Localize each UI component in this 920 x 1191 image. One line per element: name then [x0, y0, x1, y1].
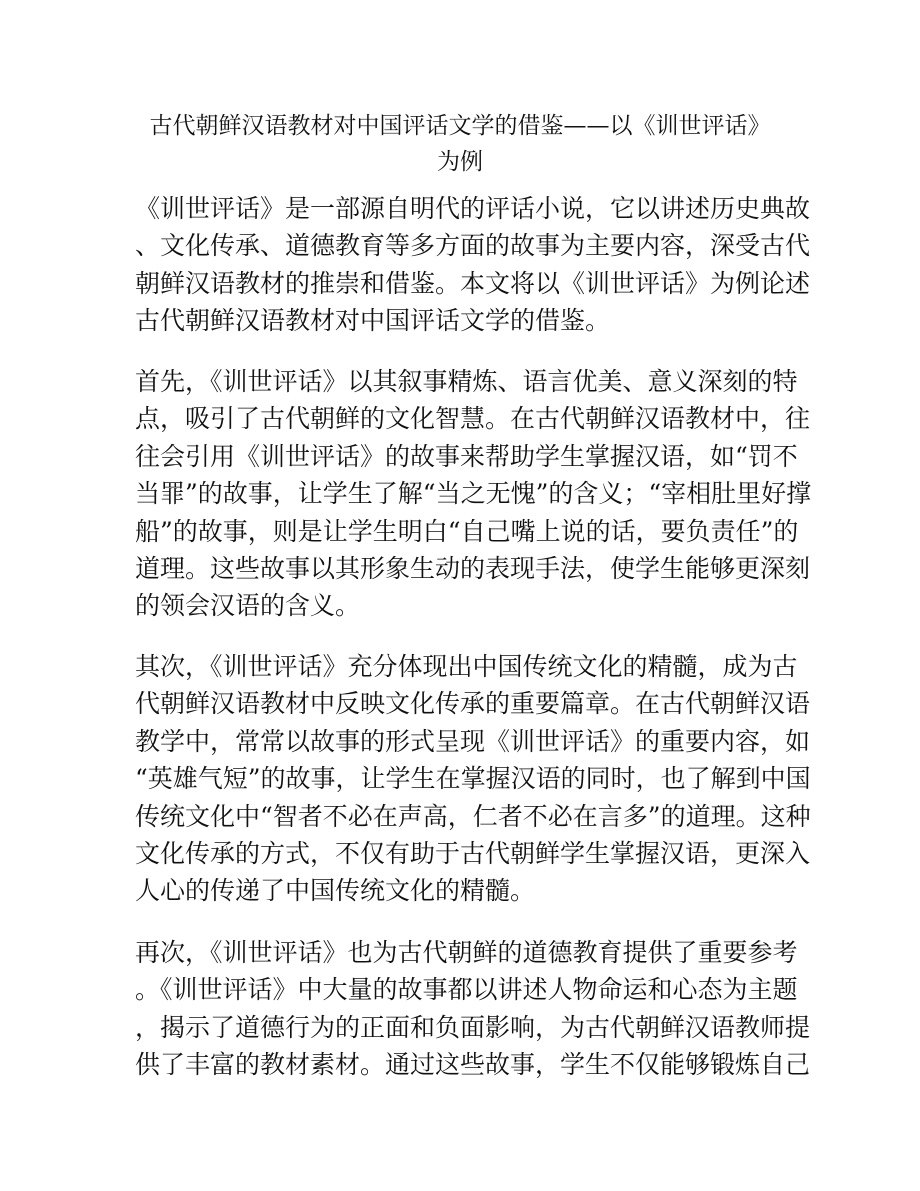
text-line: 朝鲜汉语教材的推崇和借鉴。本文将以《训世评话》为例论述	[135, 268, 811, 298]
text-line: 其次，《训世评话》充分体现出中国传统文化的精髓，成为古	[135, 652, 798, 681]
paragraph-third	[135, 934, 811, 1084]
text-line: 教学中，常常以故事的形式呈现《训世评话》的重要内容，如	[135, 726, 811, 756]
text-line: 再次，《训世评话》也为古代朝鲜的道德教育提供了重要参考	[135, 938, 798, 967]
text-line: 古代朝鲜汉语教材对中国评话文学的借鉴。	[135, 306, 611, 336]
text-line: 供了丰富的教材素材。通过这些故事，学生不仅能够锻炼自己	[135, 1050, 811, 1080]
text-line: 的领会汉语的含义。	[135, 591, 361, 621]
text-line: 传统文化中“智者不必在声高，仁者不必在言多”的道理。这种	[135, 801, 811, 831]
paragraph-second	[135, 648, 811, 910]
title-line: 古代朝鲜汉语教材对中国评话文学的借鉴——以《训世评话》	[149, 113, 771, 139]
title-line: 为例	[437, 149, 483, 175]
text-line: 代朝鲜汉语教材中反映文化传承的重要篇章。在古代朝鲜汉语	[135, 689, 811, 719]
text-line: 人心的传递了中国传统文化的精髓。	[135, 876, 536, 906]
paragraph-intro	[135, 190, 811, 340]
text-line: 道理。这些故事以其形象生动的表现手法，使学生能够更深刻	[135, 553, 811, 583]
document-title	[120, 108, 800, 180]
text-line: 《训世评话》是一部源自明代的评话小说，它以讲述历史典故	[135, 194, 811, 223]
text-line: 船”的故事，则是让学生明白“自己嘴上说的话，要负责任”的	[135, 516, 799, 546]
text-line: 。《训世评话》中大量的故事都以讲述人物命运和心态为主题	[135, 975, 798, 1005]
text-line: “英雄气短”的故事，让学生在掌握汉语的同时，也了解到中国	[135, 764, 811, 794]
text-line: 首先，《训世评话》以其叙事精炼、语言优美、意义深刻的特	[135, 367, 798, 396]
paragraph-first	[135, 363, 812, 625]
text-line: 、文化传承、道德教育等多方面的故事为主要内容，深受古代	[135, 231, 811, 261]
text-line: 往会引用《训世评话》的故事来帮助学生掌握汉语，如“罚不	[135, 441, 798, 471]
text-line: 当罪”的故事，让学生了解“当之无愧”的含义；“宰相肚里好撑	[135, 479, 812, 509]
text-line: 文化传承的方式，不仅有助于古代朝鲜学生掌握汉语，更深入	[135, 838, 811, 868]
text-line: 点，吸引了古代朝鲜的文化智慧。在古代朝鲜汉语教材中，往	[135, 404, 811, 434]
text-line: ，揭示了道德行为的正面和负面影响，为古代朝鲜汉语教师提	[135, 1012, 811, 1042]
